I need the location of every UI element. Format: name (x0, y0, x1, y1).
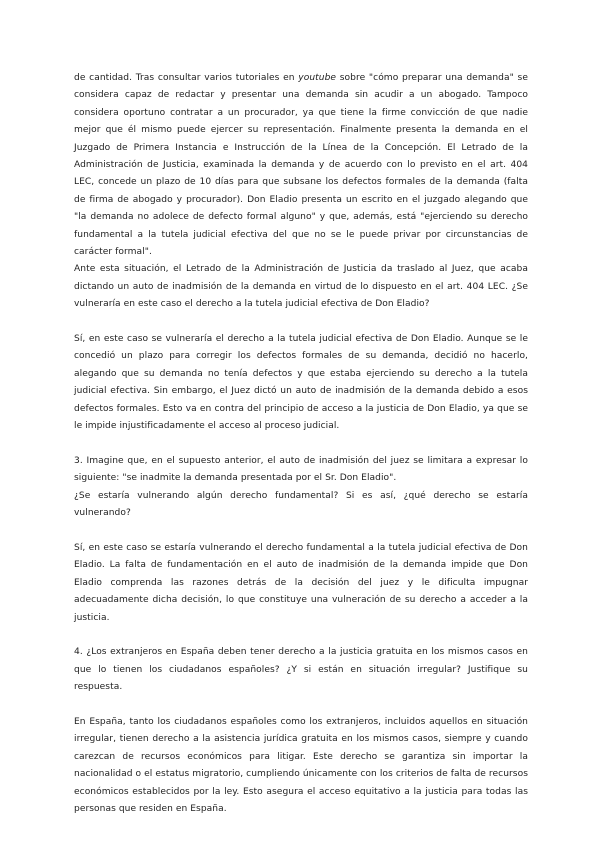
spacer (74, 697, 528, 714)
case-text-start: de cantidad. Tras consultar varios tutoriales en (74, 73, 299, 83)
spacer (74, 436, 528, 453)
answer-3-paragraph: Sí, en este caso se estaría vulnerando el derecho fundamental a la tutela judicial efectiva de Don Eladio. La falta de fundamentación en el auto de inadmisión de la demanda impide que Don Eladio comprenda las razones detrás de la decisión del juez y le dificulta impugnar adecuadamente dicha decisión, lo que constituye una vulneración de su derecho a acceder a la justicia. (74, 542, 528, 623)
answer-2-paragraph: Sí, en este caso se vulneraría el derecho a la tutela judicial efectiva de Don Eladio. Aunque se le concedió un plazo para corregir los defectos formales de su demanda, decidió no hacerlo, alegando que su demanda no tenía defectos y que estaba ejerciendo su derecho a la tutela judicial efectiva. Sin embargo, el Juez dictó un auto de inadmisión de la demanda debido a esos defectos formales. Esto va en contra del principio de acceso a la justicia de Don Eladio, ya que se le impide injustificadamente el acceso al proceso judicial. (74, 334, 528, 432)
question-4-paragraph: 4. ¿Los extranjeros en España deben tener derecho a la justicia gratuita en los mismos casos en que lo tienen los ciudadanos españoles? ¿Y si están en situación irregular? Justifique su respuesta. (74, 647, 528, 693)
question-3-subquestion: ¿Se estaría vulnerando algún derecho fundamental? Si es así, ¿qué derecho se estaría vulnerando? (74, 490, 528, 519)
spacer (74, 627, 528, 644)
question-2-paragraph: Ante esta situación, el Letrado de la Administración de Justicia da traslado al Juez, que acaba dictando un auto de inadmisión de la demanda en virtud de lo dispuesto en el art. 404 LEC. ¿Se vulneraría en este caso el derecho a la tutela judicial efectiva de Don Eladio? (74, 264, 528, 310)
case-text-rest: sobre "cómo preparar una demanda" se considera capaz de redactar y presentar una demanda sin acudir a un abogado. Tampoco considera oportuno contratar a un procurador, ya que tiene la firme convicción de que nadie mejor que él mismo puede ejercer su representación. Finalmente presenta la demanda en el Juzgado de Primera Instancia e Instrucción de la Línea de la Concepción. El Letrado de la Administración de Justicia, examinada la demanda y de acuerdo con lo previsto en el art. 404 LEC, concede un plazo de 10 días para que subsane los defectos formales de la demanda (falta de firma de abogado y procurador). Don Eladio presenta un escrito en el juzgado alegando que "la demanda no adolece de defecto formal alguno" y que, además, está "ejerciendo su derecho fundamental a la tutela judicial efectiva del que no se le puede privar por circunstancias de carácter formal". (74, 73, 528, 258)
youtube-italic: youtube (298, 73, 337, 83)
case-paragraph (74, 70, 528, 261)
document-page (74, 70, 528, 818)
answer-4-paragraph: En España, tanto los ciudadanos españoles como los extranjeros, incluidos aquellos en situación irregular, tienen derecho a la asistencia jurídica gratuita en los mismos casos, siempre y cuando carezcan de recursos económicos para litigar. Este derecho se garantiza sin importar la nacionalidad o el estatus migratorio, cumpliendo únicamente con los criterios de falta de recursos económicos establecidos por la ley. Esto asegura el acceso equitativo a la justicia para todas las personas que residen en España. (74, 716, 528, 814)
spacer (74, 314, 528, 331)
spacer (74, 523, 528, 540)
question-3-paragraph: 3. Imagine que, en el supuesto anterior, el auto de inadmisión del juez se limitara a expresar lo siguiente: "se inadmite la demanda presentada por el Sr. Don Eladio". (74, 455, 528, 484)
